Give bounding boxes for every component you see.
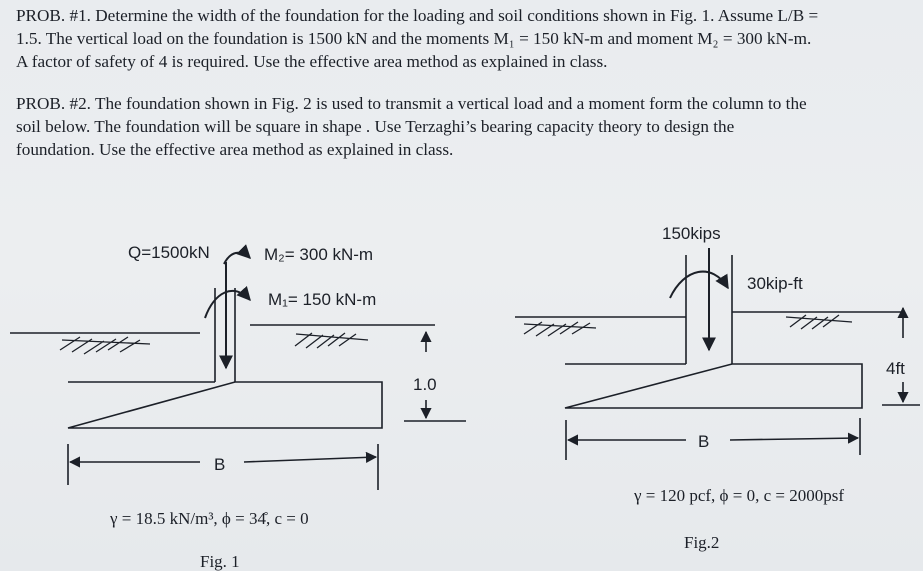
fig1-soil-properties: γ = 18.5 kN/m³, ϕ = 34̊, c = 0 <box>110 509 309 528</box>
fig2-soil-properties: γ = 120 pcf, ϕ = 0, c = 2000psf <box>634 486 845 505</box>
fig1-moment-m2-arrow <box>224 253 250 264</box>
fig2-width-label: B <box>698 432 710 451</box>
fig1-width-label: B <box>214 455 226 474</box>
problem-1-line-2: 1.5. The vertical load on the foundation is 1500 kN and the moments M₁ = 150 kN-m and moment M₂ = 300 kN-m. <box>16 29 812 48</box>
fig1-soil-hatch-right <box>295 333 368 348</box>
figure-2 <box>515 248 920 460</box>
fig1-m2-label: M₂= 300 kN-m <box>264 245 374 264</box>
fig2-load-label: 150kips <box>662 224 721 243</box>
problem-1-line-1: PROB. #1. Determine the width of the foundation for the loading and soil conditions shown in Fig. 1. Assume L/B = <box>16 6 819 25</box>
fig1-m1-label: M₁= 150 kN-m <box>268 290 377 309</box>
fig2-moment-label: 30kip-ft <box>747 274 803 293</box>
fig2-width-arrow-right <box>730 438 858 440</box>
problem-2-line-3: foundation. Use the effective area method as explained in class. <box>16 140 454 159</box>
fig1-soil-hatch-left <box>60 337 150 354</box>
fig1-width-arrow-right <box>244 457 376 462</box>
fig1-caption: Fig. 1 <box>200 552 240 571</box>
fig1-moment-m1-arrow <box>205 291 250 318</box>
fig2-depth-label: 4ft <box>886 359 905 378</box>
fig2-moment-arrow <box>670 272 728 298</box>
problem-2-line-2: soil below. The foundation will be square in shape . Use Terzaghi’s bearing capacity theory to design the <box>16 117 735 136</box>
problem-2-line-1: PROB. #2. The foundation shown in Fig. 2 is used to transmit a vertical load and a moment form the column to the <box>16 94 807 113</box>
fig1-footing <box>68 382 382 428</box>
fig2-soil-hatch-left <box>524 322 596 336</box>
figure-1 <box>10 253 466 490</box>
fig2-soil-hatch-right <box>786 315 852 329</box>
fig2-caption: Fig.2 <box>684 533 720 552</box>
fig1-load-label: Q=1500kN <box>128 243 210 262</box>
fig2-footing <box>565 364 862 408</box>
fig1-depth-label: 1.0 <box>413 375 437 394</box>
problem-1-line-3: A factor of safety of 4 is required. Use the effective area method as explained in class. <box>16 52 608 71</box>
